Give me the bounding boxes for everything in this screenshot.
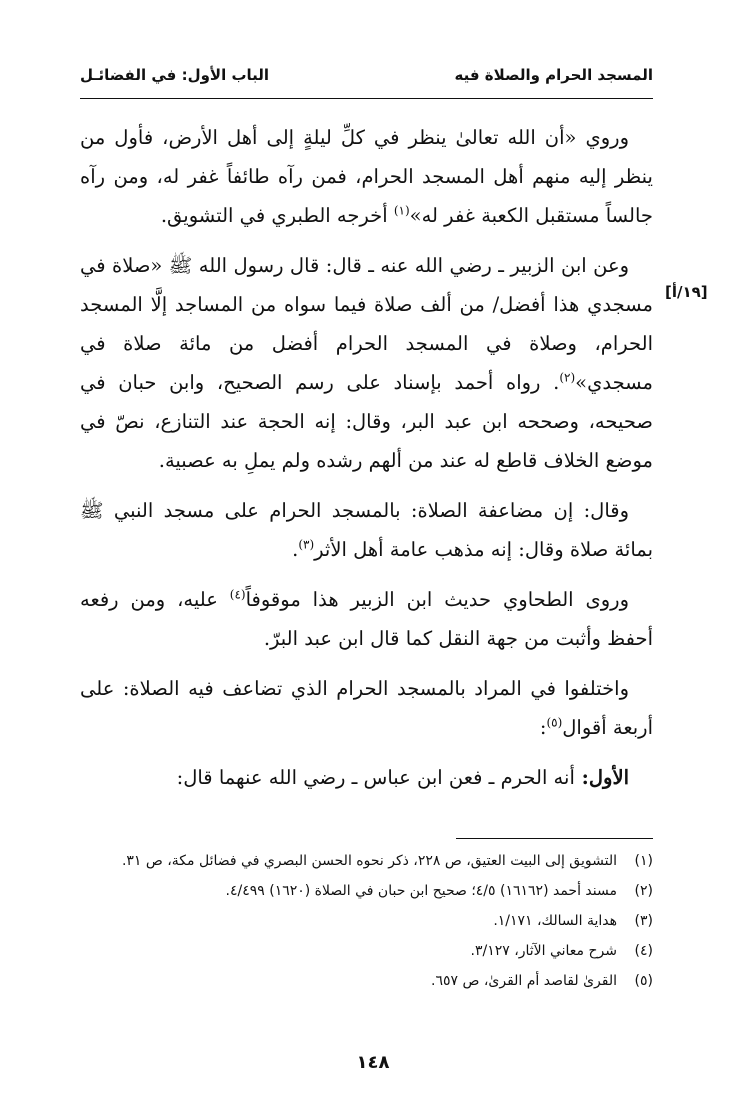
paragraph-text: عليه، ومن رفعه أحفظ وأثبت من جهة النقل كما قال ابن عبد البرّ. [80, 588, 653, 650]
header-book-title: المسجد الحرام والصلاة فيه [454, 66, 653, 84]
paragraph [80, 246, 653, 480]
running-header [80, 62, 653, 96]
paragraph-text: . [292, 538, 299, 561]
footnote [80, 968, 653, 994]
page-number: ١٤٨ [356, 1052, 390, 1073]
footnote-number: (٣) [634, 913, 653, 929]
main-text [80, 118, 653, 808]
paragraph-text: وروى الطحاوي حديث ابن الزبير هذا موقوفاً [245, 588, 629, 611]
footnote-reference: (٥) [546, 715, 563, 730]
paragraph [80, 580, 653, 658]
footnote-number: (٢) [634, 883, 653, 899]
footnote-reference: (١) [393, 203, 410, 218]
footnote-text: التشويق إلى البيت العتيق، ص ٢٢٨، ذكر نحوه الحسن البصري في فضائل مكة، ص ٣١. [121, 853, 617, 869]
paragraph [80, 758, 653, 797]
footnote-number: (٥) [634, 973, 653, 989]
manuscript-folio-marker: [١٩/أ] [665, 283, 708, 301]
footnote-reference: (٣) [298, 537, 315, 552]
header-chapter-title: الباب الأول: في الفضائـل [80, 66, 270, 84]
paragraph-text: . رواه أحمد بإسناد على رسم الصحيح، وابن حبان في صحيحه، وصححه ابن عبد البر، وقال: إنه الحجة عند التنازع، نصّ في موضع الخلاف قاطع له عند من ألهم رشده ولم يملِ به عصبية. [80, 371, 653, 472]
footnote-text: القرىٰ لقاصد أم القرىٰ، ص ٦٥٧. [431, 973, 617, 989]
footnote-number: (٤) [634, 943, 653, 959]
footnote-reference: (٢) [559, 370, 576, 385]
footnote [80, 848, 653, 874]
footnote [80, 908, 653, 934]
paragraph-text: واختلفوا في المراد بالمسجد الحرام الذي تضاعف فيه الصلاة: على أربعة أقوال [80, 677, 653, 739]
footnote-text: مسند أحمد (١٦١٦٢) ٤/٥؛ صحيح ابن حبان في الصلاة (١٦٢٠) ٤/٤٩٩. [225, 883, 617, 899]
footnote-text: شرح معاني الآثار، ٣/١٢٧. [470, 943, 617, 959]
footnote-number: (١) [634, 853, 653, 869]
footnote-reference: (٤) [229, 587, 246, 602]
paragraph-lead: الأول: [574, 766, 629, 789]
footnotes [80, 848, 653, 998]
footnote-text: هداية السالك، ١/١٧١. [493, 913, 617, 929]
paragraph [80, 118, 653, 235]
footnote [80, 938, 653, 964]
paragraph-text: وعن ابن الزبير ـ رضي الله عنه ـ قال: قال رسول الله ﷺ «صلاة في مسجدي هذا أفضل/ من ألف صلاة فيما سواه من المساجد إلَّا المسجد الحرام، وصلاة في المسجد الحرام أفضل من مائة صلاة في مسجدي» [80, 254, 653, 394]
paragraph [80, 491, 653, 569]
header-rule [80, 98, 653, 99]
paragraph-text: أنه الحرم ـ فعن ابن عباس ـ رضي الله عنهما قال: [176, 766, 575, 789]
paragraph-text: وروي «أن الله تعالىٰ ينظر في كلِّ ليلةٍ إلى أهل الأرض، فأول من ينظر إليه منهم أهل المسجد الحرام، فمن رآه طائفاً غفر له، ومن رآه جالساً مستقبل الكعبة غفر له» [80, 126, 653, 227]
paragraph-text: وقال: إن مضاعفة الصلاة: بالمسجد الحرام على مسجد النبي ﷺ بمائة صلاة وقال: إنه مذهب عامة أهل الأثر [80, 499, 653, 561]
paragraph-text: أخرجه الطبري في التشويق. [160, 204, 394, 227]
footnote-separator [456, 838, 653, 839]
footnote [80, 878, 653, 904]
paragraph [80, 669, 653, 747]
paragraph-text: : [539, 716, 547, 739]
